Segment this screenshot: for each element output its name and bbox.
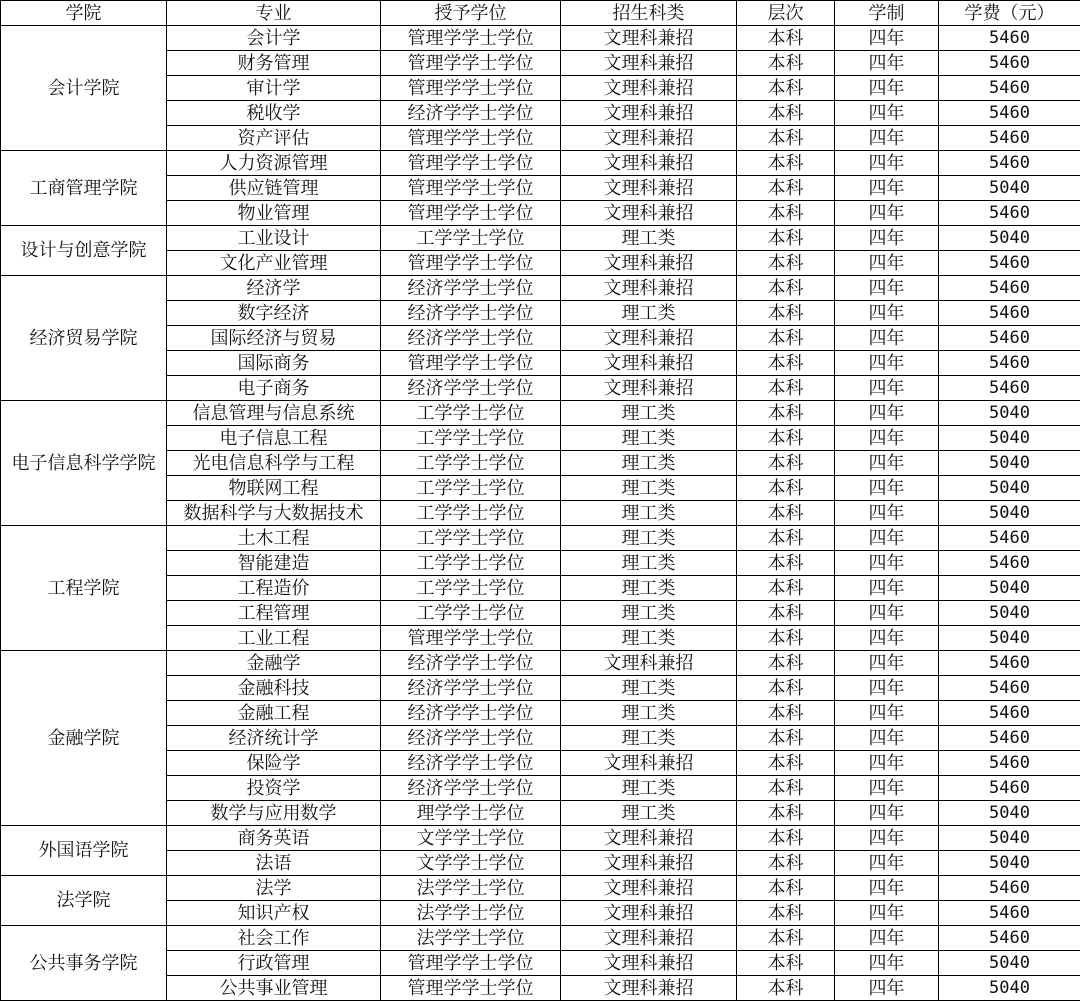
header-fee: 学费（元） [939, 1, 1080, 26]
fee-cell: 5460 [939, 351, 1080, 376]
degree-cell: 工学学士学位 [381, 576, 561, 601]
level-cell: 本科 [737, 126, 835, 151]
level-cell: 本科 [737, 376, 835, 401]
level-cell: 本科 [737, 176, 835, 201]
fee-cell: 5460 [939, 151, 1080, 176]
duration-cell: 四年 [835, 726, 939, 751]
duration-cell: 四年 [835, 576, 939, 601]
degree-cell: 管理学学士学位 [381, 76, 561, 101]
fee-cell: 5460 [939, 751, 1080, 776]
degree-cell: 管理学学士学位 [381, 976, 561, 1001]
major-cell: 数字经济 [167, 301, 381, 326]
duration-cell: 四年 [835, 826, 939, 851]
fee-cell: 5040 [939, 501, 1080, 526]
college-cell: 经济贸易学院 [1, 276, 167, 401]
duration-cell: 四年 [835, 401, 939, 426]
level-cell: 本科 [737, 776, 835, 801]
fee-cell: 5040 [939, 401, 1080, 426]
table-row [1, 151, 1080, 176]
major-cell: 物业管理 [167, 201, 381, 226]
fee-cell: 5040 [939, 601, 1080, 626]
degree-cell: 工学学士学位 [381, 551, 561, 576]
level-cell: 本科 [737, 26, 835, 51]
category-cell: 理工类 [561, 426, 737, 451]
major-cell: 光电信息科学与工程 [167, 451, 381, 476]
category-cell: 文理科兼招 [561, 276, 737, 301]
degree-cell: 经济学学士学位 [381, 776, 561, 801]
degree-cell: 管理学学士学位 [381, 351, 561, 376]
major-cell: 工业工程 [167, 626, 381, 651]
category-cell: 文理科兼招 [561, 51, 737, 76]
major-cell: 法学 [167, 876, 381, 901]
level-cell: 本科 [737, 751, 835, 776]
level-cell: 本科 [737, 726, 835, 751]
degree-cell: 管理学学士学位 [381, 176, 561, 201]
category-cell: 理工类 [561, 626, 737, 651]
degree-cell: 经济学学士学位 [381, 101, 561, 126]
duration-cell: 四年 [835, 801, 939, 826]
degree-cell: 管理学学士学位 [381, 951, 561, 976]
duration-cell: 四年 [835, 851, 939, 876]
level-cell: 本科 [737, 676, 835, 701]
degree-cell: 法学学士学位 [381, 901, 561, 926]
level-cell: 本科 [737, 826, 835, 851]
degree-cell: 工学学士学位 [381, 526, 561, 551]
major-cell: 经济统计学 [167, 726, 381, 751]
level-cell: 本科 [737, 801, 835, 826]
duration-cell: 四年 [835, 501, 939, 526]
major-cell: 供应链管理 [167, 176, 381, 201]
category-cell: 文理科兼招 [561, 876, 737, 901]
table-row [1, 526, 1080, 551]
degree-cell: 文学学士学位 [381, 826, 561, 851]
category-cell: 文理科兼招 [561, 176, 737, 201]
fee-cell: 5040 [939, 226, 1080, 251]
major-cell: 保险学 [167, 751, 381, 776]
fee-cell: 5040 [939, 426, 1080, 451]
fee-cell: 5460 [939, 101, 1080, 126]
fee-cell: 5040 [939, 851, 1080, 876]
college-cell: 公共事务学院 [1, 926, 167, 1001]
degree-cell: 文学学士学位 [381, 851, 561, 876]
duration-cell: 四年 [835, 51, 939, 76]
duration-cell: 四年 [835, 876, 939, 901]
duration-cell: 四年 [835, 276, 939, 301]
level-cell: 本科 [737, 901, 835, 926]
category-cell: 文理科兼招 [561, 76, 737, 101]
college-cell: 设计与创意学院 [1, 226, 167, 276]
degree-cell: 经济学学士学位 [381, 376, 561, 401]
category-cell: 文理科兼招 [561, 951, 737, 976]
college-cell: 外国语学院 [1, 826, 167, 876]
fee-cell: 5040 [939, 801, 1080, 826]
duration-cell: 四年 [835, 776, 939, 801]
degree-cell: 管理学学士学位 [381, 251, 561, 276]
degree-cell: 经济学学士学位 [381, 701, 561, 726]
duration-cell: 四年 [835, 301, 939, 326]
category-cell: 理工类 [561, 551, 737, 576]
level-cell: 本科 [737, 301, 835, 326]
fee-cell: 5040 [939, 476, 1080, 501]
level-cell: 本科 [737, 526, 835, 551]
major-cell: 工程造价 [167, 576, 381, 601]
level-cell: 本科 [737, 601, 835, 626]
level-cell: 本科 [737, 226, 835, 251]
level-cell: 本科 [737, 76, 835, 101]
major-cell: 商务英语 [167, 826, 381, 851]
fee-cell: 5460 [939, 876, 1080, 901]
category-cell: 理工类 [561, 451, 737, 476]
degree-cell: 管理学学士学位 [381, 151, 561, 176]
fee-cell: 5460 [939, 201, 1080, 226]
major-cell: 电子商务 [167, 376, 381, 401]
table-row [1, 876, 1080, 901]
category-cell: 理工类 [561, 476, 737, 501]
category-cell: 理工类 [561, 226, 737, 251]
degree-cell: 工学学士学位 [381, 476, 561, 501]
category-cell: 理工类 [561, 801, 737, 826]
fee-cell: 5460 [939, 651, 1080, 676]
category-cell: 文理科兼招 [561, 976, 737, 1001]
level-cell: 本科 [737, 926, 835, 951]
category-cell: 理工类 [561, 576, 737, 601]
fee-cell: 5460 [939, 926, 1080, 951]
fee-cell: 5040 [939, 951, 1080, 976]
level-cell: 本科 [737, 401, 835, 426]
duration-cell: 四年 [835, 176, 939, 201]
major-cell: 工业设计 [167, 226, 381, 251]
table-row [1, 826, 1080, 851]
degree-cell: 经济学学士学位 [381, 676, 561, 701]
degree-cell: 管理学学士学位 [381, 51, 561, 76]
fee-cell: 5460 [939, 526, 1080, 551]
degree-cell: 工学学士学位 [381, 426, 561, 451]
level-cell: 本科 [737, 576, 835, 601]
duration-cell: 四年 [835, 701, 939, 726]
major-cell: 法语 [167, 851, 381, 876]
category-cell: 理工类 [561, 526, 737, 551]
major-cell: 工程管理 [167, 601, 381, 626]
fee-cell: 5040 [939, 176, 1080, 201]
level-cell: 本科 [737, 851, 835, 876]
major-cell: 审计学 [167, 76, 381, 101]
duration-cell: 四年 [835, 376, 939, 401]
category-cell: 文理科兼招 [561, 651, 737, 676]
duration-cell: 四年 [835, 901, 939, 926]
duration-cell: 四年 [835, 926, 939, 951]
level-cell: 本科 [737, 551, 835, 576]
fee-cell: 5040 [939, 576, 1080, 601]
fee-cell: 5460 [939, 26, 1080, 51]
level-cell: 本科 [737, 201, 835, 226]
major-cell: 知识产权 [167, 901, 381, 926]
category-cell: 文理科兼招 [561, 251, 737, 276]
level-cell: 本科 [737, 651, 835, 676]
major-cell: 数学与应用数学 [167, 801, 381, 826]
duration-cell: 四年 [835, 76, 939, 101]
category-cell: 文理科兼招 [561, 101, 737, 126]
major-cell: 社会工作 [167, 926, 381, 951]
category-cell: 文理科兼招 [561, 376, 737, 401]
fee-cell: 5460 [939, 76, 1080, 101]
fee-cell: 5460 [939, 376, 1080, 401]
category-cell: 文理科兼招 [561, 351, 737, 376]
college-cell: 工商管理学院 [1, 151, 167, 226]
college-cell: 工程学院 [1, 526, 167, 651]
duration-cell: 四年 [835, 426, 939, 451]
degree-cell: 管理学学士学位 [381, 26, 561, 51]
college-cell: 法学院 [1, 876, 167, 926]
fee-cell: 5460 [939, 126, 1080, 151]
level-cell: 本科 [737, 476, 835, 501]
fee-cell: 5460 [939, 701, 1080, 726]
major-cell: 会计学 [167, 26, 381, 51]
duration-cell: 四年 [835, 526, 939, 551]
major-cell: 金融工程 [167, 701, 381, 726]
duration-cell: 四年 [835, 951, 939, 976]
fee-cell: 5040 [939, 626, 1080, 651]
major-cell: 资产评估 [167, 126, 381, 151]
header-row [1, 1, 1080, 26]
degree-cell: 经济学学士学位 [381, 751, 561, 776]
duration-cell: 四年 [835, 451, 939, 476]
table-body [1, 26, 1080, 1001]
level-cell: 本科 [737, 51, 835, 76]
category-cell: 文理科兼招 [561, 751, 737, 776]
level-cell: 本科 [737, 626, 835, 651]
degree-cell: 管理学学士学位 [381, 201, 561, 226]
major-cell: 人力资源管理 [167, 151, 381, 176]
duration-cell: 四年 [835, 351, 939, 376]
level-cell: 本科 [737, 426, 835, 451]
level-cell: 本科 [737, 276, 835, 301]
level-cell: 本科 [737, 951, 835, 976]
duration-cell: 四年 [835, 251, 939, 276]
level-cell: 本科 [737, 451, 835, 476]
degree-cell: 经济学学士学位 [381, 726, 561, 751]
duration-cell: 四年 [835, 126, 939, 151]
fee-cell: 5460 [939, 676, 1080, 701]
degree-cell: 管理学学士学位 [381, 626, 561, 651]
degree-cell: 经济学学士学位 [381, 651, 561, 676]
major-cell: 国际商务 [167, 351, 381, 376]
major-cell: 财务管理 [167, 51, 381, 76]
major-cell: 税收学 [167, 101, 381, 126]
fee-cell: 5040 [939, 976, 1080, 1001]
category-cell: 理工类 [561, 676, 737, 701]
duration-cell: 四年 [835, 751, 939, 776]
table-row [1, 651, 1080, 676]
table-row [1, 401, 1080, 426]
duration-cell: 四年 [835, 476, 939, 501]
fee-cell: 5040 [939, 826, 1080, 851]
level-cell: 本科 [737, 101, 835, 126]
fee-cell: 5460 [939, 51, 1080, 76]
header-level: 层次 [737, 1, 835, 26]
category-cell: 文理科兼招 [561, 851, 737, 876]
duration-cell: 四年 [835, 226, 939, 251]
major-cell: 金融科技 [167, 676, 381, 701]
header-duration: 学制 [835, 1, 939, 26]
level-cell: 本科 [737, 701, 835, 726]
duration-cell: 四年 [835, 551, 939, 576]
category-cell: 文理科兼招 [561, 26, 737, 51]
category-cell: 文理科兼招 [561, 826, 737, 851]
degree-cell: 工学学士学位 [381, 501, 561, 526]
college-cell: 金融学院 [1, 651, 167, 826]
category-cell: 文理科兼招 [561, 126, 737, 151]
table-row [1, 926, 1080, 951]
level-cell: 本科 [737, 251, 835, 276]
duration-cell: 四年 [835, 676, 939, 701]
duration-cell: 四年 [835, 651, 939, 676]
category-cell: 理工类 [561, 776, 737, 801]
category-cell: 文理科兼招 [561, 201, 737, 226]
duration-cell: 四年 [835, 26, 939, 51]
fee-cell: 5460 [939, 301, 1080, 326]
duration-cell: 四年 [835, 151, 939, 176]
major-cell: 经济学 [167, 276, 381, 301]
table-row [1, 226, 1080, 251]
level-cell: 本科 [737, 501, 835, 526]
degree-cell: 工学学士学位 [381, 601, 561, 626]
category-cell: 文理科兼招 [561, 926, 737, 951]
degree-cell: 工学学士学位 [381, 401, 561, 426]
category-cell: 理工类 [561, 401, 737, 426]
degree-cell: 经济学学士学位 [381, 276, 561, 301]
category-cell: 理工类 [561, 601, 737, 626]
degree-cell: 法学学士学位 [381, 876, 561, 901]
major-cell: 智能建造 [167, 551, 381, 576]
degree-cell: 经济学学士学位 [381, 326, 561, 351]
major-cell: 文化产业管理 [167, 251, 381, 276]
level-cell: 本科 [737, 151, 835, 176]
table-row [1, 276, 1080, 301]
major-cell: 物联网工程 [167, 476, 381, 501]
fee-cell: 5460 [939, 251, 1080, 276]
major-cell: 数据科学与大数据技术 [167, 501, 381, 526]
major-cell: 土木工程 [167, 526, 381, 551]
fee-cell: 5460 [939, 901, 1080, 926]
college-cell: 会计学院 [1, 26, 167, 151]
category-cell: 理工类 [561, 301, 737, 326]
category-cell: 理工类 [561, 726, 737, 751]
major-cell: 电子信息工程 [167, 426, 381, 451]
duration-cell: 四年 [835, 626, 939, 651]
degree-cell: 经济学学士学位 [381, 301, 561, 326]
fee-cell: 5460 [939, 551, 1080, 576]
college-cell: 电子信息科学学院 [1, 401, 167, 526]
major-cell: 金融学 [167, 651, 381, 676]
fee-cell: 5460 [939, 276, 1080, 301]
category-cell: 文理科兼招 [561, 151, 737, 176]
degree-cell: 工学学士学位 [381, 226, 561, 251]
table-row [1, 26, 1080, 51]
category-cell: 理工类 [561, 701, 737, 726]
major-cell: 行政管理 [167, 951, 381, 976]
degree-cell: 管理学学士学位 [381, 126, 561, 151]
level-cell: 本科 [737, 976, 835, 1001]
major-cell: 信息管理与信息系统 [167, 401, 381, 426]
header-category: 招生科类 [561, 1, 737, 26]
duration-cell: 四年 [835, 201, 939, 226]
degree-cell: 理学学士学位 [381, 801, 561, 826]
category-cell: 文理科兼招 [561, 901, 737, 926]
degree-cell: 工学学士学位 [381, 451, 561, 476]
duration-cell: 四年 [835, 101, 939, 126]
duration-cell: 四年 [835, 326, 939, 351]
major-cell: 投资学 [167, 776, 381, 801]
header-degree: 授予学位 [381, 1, 561, 26]
fee-cell: 5460 [939, 776, 1080, 801]
fee-cell: 5460 [939, 326, 1080, 351]
level-cell: 本科 [737, 876, 835, 901]
duration-cell: 四年 [835, 601, 939, 626]
fee-cell: 5460 [939, 726, 1080, 751]
category-cell: 文理科兼招 [561, 326, 737, 351]
duration-cell: 四年 [835, 976, 939, 1001]
header-college: 学院 [1, 1, 167, 26]
major-cell: 国际经济与贸易 [167, 326, 381, 351]
degree-cell: 法学学士学位 [381, 926, 561, 951]
header-major: 专业 [167, 1, 381, 26]
level-cell: 本科 [737, 326, 835, 351]
level-cell: 本科 [737, 351, 835, 376]
category-cell: 理工类 [561, 501, 737, 526]
major-cell: 公共事业管理 [167, 976, 381, 1001]
fee-cell: 5040 [939, 451, 1080, 476]
